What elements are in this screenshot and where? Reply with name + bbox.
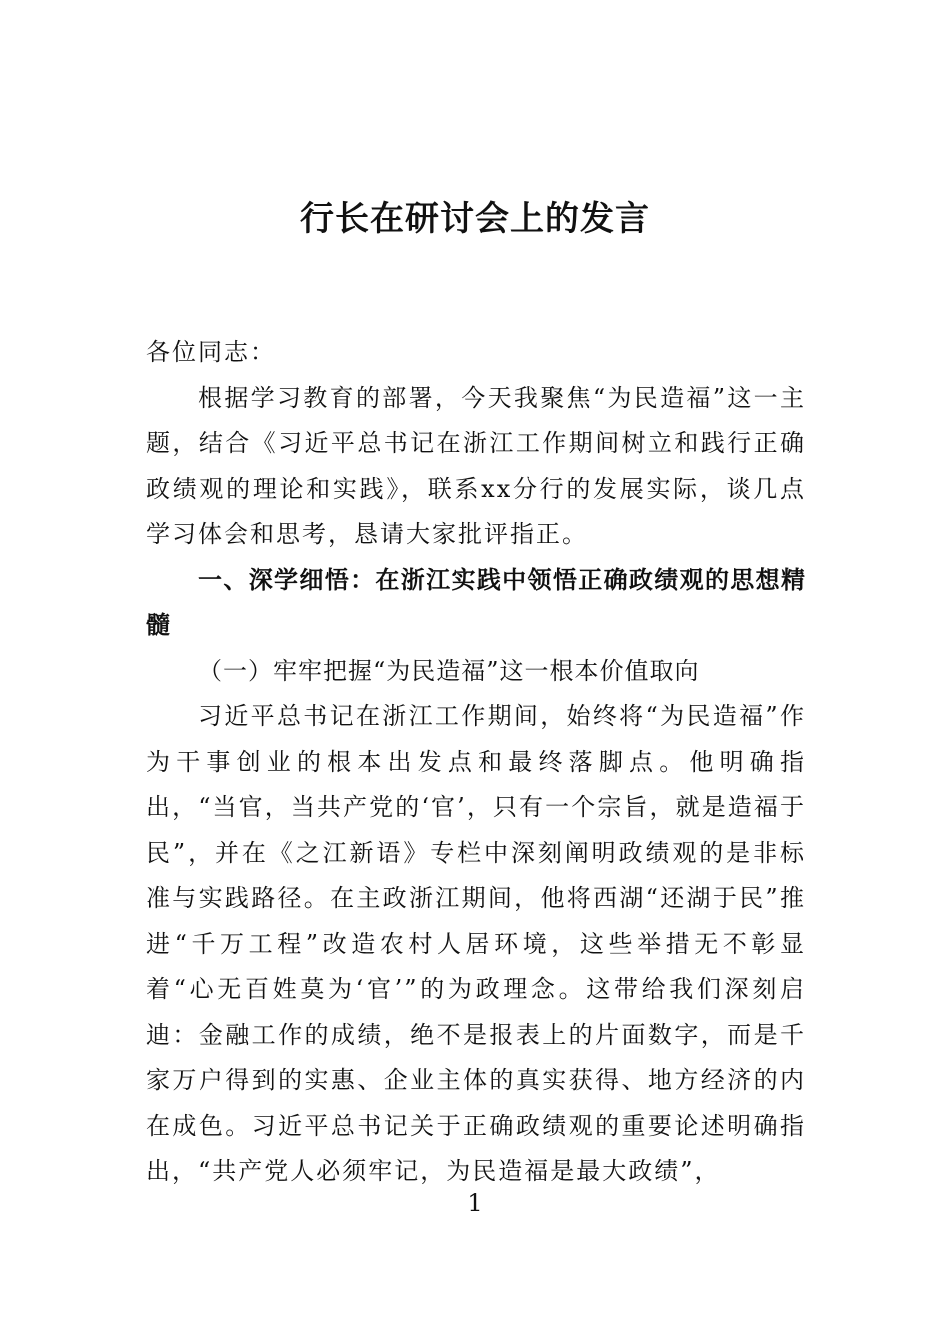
salutation: 各位同志： bbox=[146, 338, 276, 366]
document-body bbox=[146, 330, 806, 1195]
section-heading: 一、深学细悟：在浙江实践中领悟正确政绩观的思想精髓 bbox=[146, 565, 806, 639]
document-title: 行长在研讨会上的发言 bbox=[300, 199, 650, 239]
page-number: 1 bbox=[467, 1189, 483, 1217]
body-paragraph: 习近平总书记在浙江工作期间，始终将“为民造福”作为干事创业的根本出发点和最终落脚点。他明确指出，“当官，当共产党的‘官’，只有一个宗旨，就是造福于民”，并在《之江新语》专栏中深刻阐明政绩观的是非标准与实践路径。在主政浙江期间，他将西湖“还湖于民”推进“千万工程”改造农村人居环境，这些举措无不彰显着“心无百姓莫为‘官’”的为政理念。这带给我们深刻启迪：金融工作的成绩，绝不是报表上的片面数字，而是千家万户得到的实惠、企业主体的真实获得、地方经济的内在成色。习近平总书记关于正确政绩观的重要论述明确指出，“共产党人必须牢记，为民造福是最大政绩”， bbox=[146, 702, 806, 1185]
intro-paragraph: 根据学习教育的部署，今天我聚焦“为民造福”这一主题，结合《习近平总书记在浙江工作期间树立和践行正确政绩观的理论和实践》，联系xx分行的发展实际，谈几点学习体会和思考，恳请大家批评指正。 bbox=[146, 383, 806, 548]
subsection-heading: （一）牢牢把握“为民造福”这一根本价值取向 bbox=[198, 656, 700, 685]
